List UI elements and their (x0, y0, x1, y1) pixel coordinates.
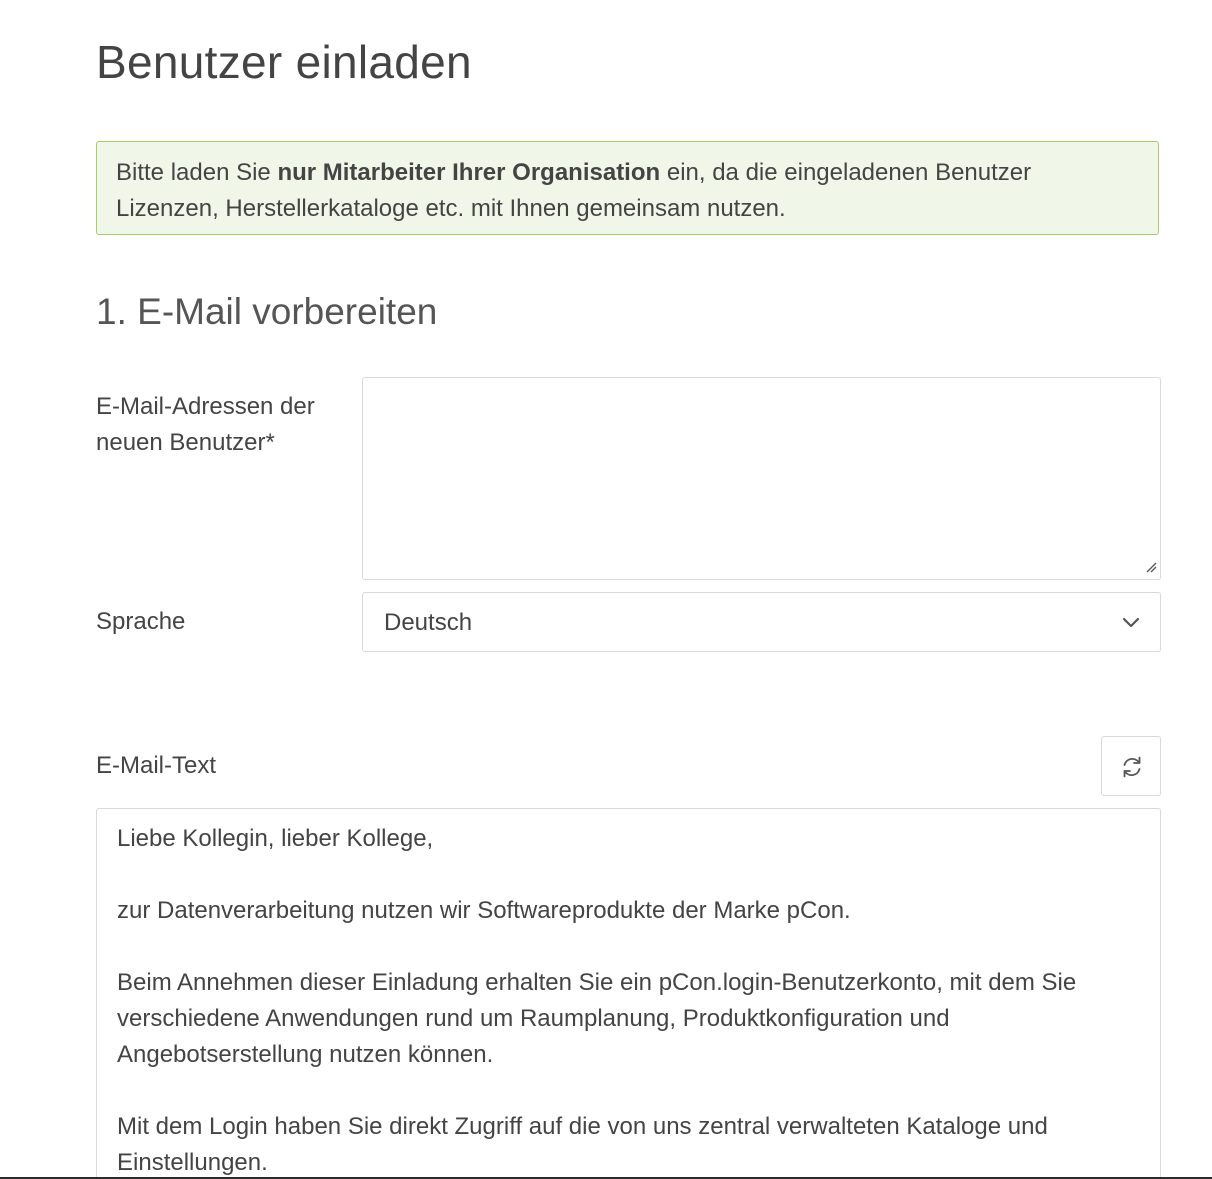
refresh-icon (1120, 755, 1144, 779)
mail-text-label: E-Mail-Text (96, 752, 217, 779)
mail-text-paragraph: Beim Annehmen dieser Einladung erhalten Sie ein pCon.login-Benutzerkonto, mit dem Sie verschiedene Anwendungen rund um Raumplanung, Produktkonfiguration und Angebotserstellung nutzen können. (117, 969, 1077, 1068)
mail-text-editor[interactable] (96, 808, 1161, 1179)
notice-alert (96, 141, 1159, 235)
page-title: Benutzer einladen (96, 36, 472, 88)
section-title: 1. E-Mail vorbereiten (96, 291, 438, 332)
notice-text-before: Bitte laden Sie (116, 159, 278, 186)
language-select-value: Deutsch (384, 609, 473, 636)
language-select[interactable] (362, 592, 1161, 652)
mail-text-paragraph: Mit dem Login haben Sie direkt Zugriff auf die von uns zentral verwalteten Kataloge und Einstellungen. (117, 1113, 1048, 1176)
language-label: Sprache (96, 608, 186, 635)
notice-text-bold: nur Mitarbeiter Ihrer Organisation (277, 159, 661, 186)
chevron-down-icon (1122, 615, 1140, 629)
reset-mail-text-button[interactable] (1101, 736, 1161, 796)
mail-text-paragraph: Liebe Kollegin, lieber Kollege, (117, 825, 434, 852)
notice-text-after: ein, da die eingeladenen Benutzer Lizenzen, Herstellerkataloge etc. mit Ihnen gemeinsam nutzen. (116, 159, 1032, 222)
emails-input[interactable] (362, 377, 1161, 580)
mail-text-paragraph: zur Datenverarbeitung nutzen wir Softwareprodukte der Marke pCon. (117, 897, 851, 924)
emails-label: E-Mail-Adressen der neuen Benutzer* (96, 393, 315, 456)
